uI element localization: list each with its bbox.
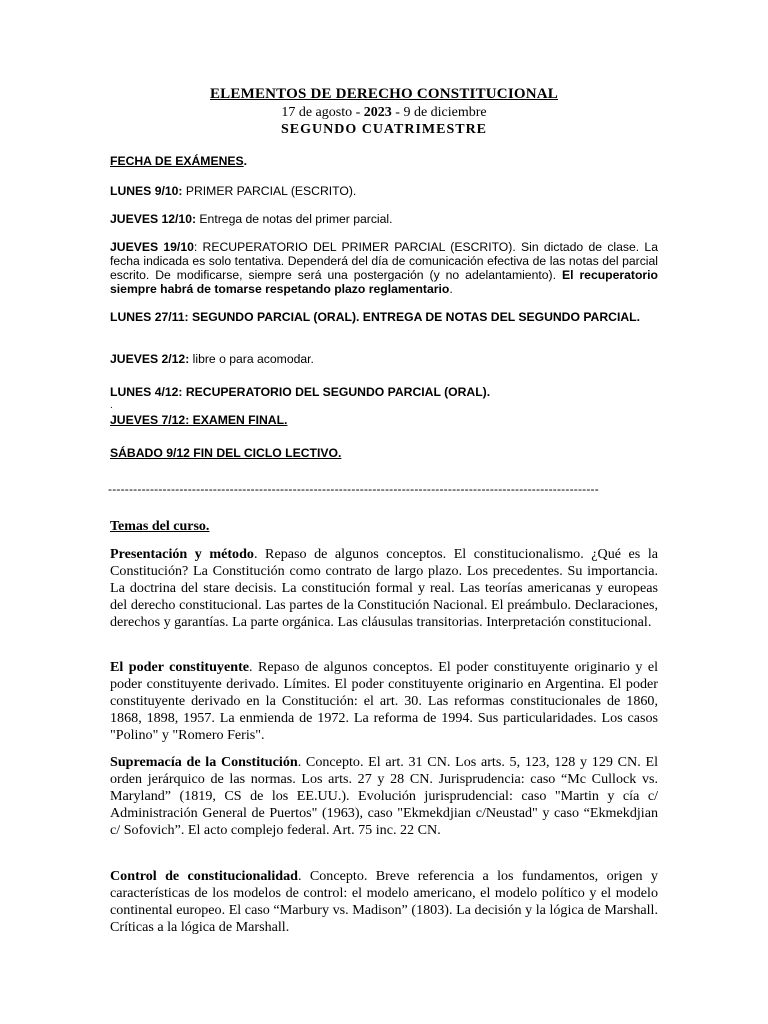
exam-note: El recuperatorio siempre habrá de tomarse respetando plazo reglamentario <box>110 268 659 296</box>
topic-paragraph <box>110 546 658 631</box>
exam-item <box>110 184 658 198</box>
dates-end: - 9 de diciembre <box>391 105 487 120</box>
exam-text: Entrega de notas del primer parcial. <box>196 212 393 226</box>
exam-item: SÁBADO 9/12 FIN DEL CICLO LECTIVO. <box>110 446 342 460</box>
exam-date: JUEVES 2/12: <box>110 352 190 366</box>
topic-body: . Repaso de algunos conceptos. El poder constituyente originario y el poder constituyente derivado. Límites. El poder constituyente originario en Argentina. El poder constituyente derivado en la Constitución: el art. 30. Las reformas constitucionales de 1860, 1868, 1898, 1957. La enmienda de 1972. La reforma de 1994. Sus particularidades. Los casos "Polino" y "Romero Feris". <box>110 659 658 743</box>
section-divider: --------------------------------------------------------------------------------------------------------------------- <box>108 482 599 496</box>
exam-text: PRIMER PARCIAL (ESCRITO). <box>182 184 357 198</box>
topic-title: Presentación y método <box>110 546 254 562</box>
exam-item <box>110 212 658 226</box>
course-dates <box>0 105 768 121</box>
topic-body: . Concepto. Breve referencia a los fundamentos, origen y características de los modelos de control: el modelo americano, el modelo político y el modelo continental europeo. El caso “Marbury vs. Madison” (1803). La decisión y la lógica de Marshall. Críticas a la lógica de Marshall. <box>110 868 658 935</box>
topic-paragraph <box>110 754 658 839</box>
exam-item: LUNES 4/12: RECUPERATORIO DEL SEGUNDO PARCIAL (ORAL). <box>110 385 491 399</box>
dates-year: 2023 <box>363 105 392 120</box>
exam-item <box>110 352 658 366</box>
topic-body: . Repaso de algunos conceptos. El constitucionalismo. ¿Qué es la Constitución? La Constitución como contrato de largo plazo. Los precedentes. Su importancia. La doctrina del stare decisis. La constitución formal y real. Las teorías americanas y europeas del derecho constitucional. Las partes de la Constitución Nacional. El preámbulo. Declaraciones, derechos y garantías. La parte orgánica. Las cláusulas transitorias. Interpretación constitucional. <box>110 546 658 630</box>
topic-title: Control de constitucionalidad <box>110 868 298 884</box>
topic-paragraph <box>110 868 658 936</box>
semester-label: SEGUNDO CUATRIMESTRE <box>280 122 488 137</box>
topic-paragraph <box>110 659 658 744</box>
exam-date: JUEVES 19/10 <box>110 240 194 254</box>
document-title: ELEMENTOS DE DERECHO CONSTITUCIONAL <box>209 86 559 102</box>
topics-heading: Temas del curso. <box>110 519 210 534</box>
exam-item: JUEVES 19/10: RECUPERATORIO DEL PRIMER PARCIAL (ESCRITO). Sin dictado de clase. La fecha indicada es solo tentativa. Dependerá del día de comunicación efectiva de las notas del parcial escrito. De modificarse, siempre será una postergación (y no adelantamiento). El recuperatorio siempre habrá de tomarse respetando plazo reglamentario. <box>110 240 659 296</box>
exam-text: libre o para acomodar. <box>189 352 314 366</box>
topic-title: Supremacía de la Constitución <box>110 754 298 770</box>
exam-item: LUNES 27/11: SEGUNDO PARCIAL (ORAL). ENTREGA DE NOTAS DEL SEGUNDO PARCIAL. <box>110 310 640 324</box>
exam-date: JUEVES 12/10: <box>110 212 197 226</box>
dates-start: 17 de agosto - <box>281 105 364 120</box>
exam-text: : RECUPERATORIO DEL PRIMER PARCIAL (ESCRITO). Sin dictado de clase. La fecha indicada es solo tentativa. Dependerá del día de comunicación efectiva de las notas del parcial escrito. De modificarse, siempre será una postergación (y no adelantamiento). <box>110 240 658 282</box>
topic-body: . Concepto. El art. 31 CN. Los arts. 5, 123, 128 y 129 CN. El orden jerárquico de las normas. Los arts. 27 y 28 CN. Jurisprudencia: caso “Mc Cullock vs. Maryland” (1819, CS de los EE.UU.). Evolución jurisprudencial: caso "Martin y cía c/ Administración General de Puertos" (1963), caso "Ekmekdjian c/Neustad" y caso “Ekmekdjian c/ Sofovich”. El acto complejo federal. Art. 75 inc. 22 CN. <box>110 754 658 838</box>
exam-item: JUEVES 7/12: EXAMEN FINAL. <box>110 413 288 427</box>
stray-dot: . <box>110 400 113 411</box>
topic-title: El poder constituyente <box>110 659 250 675</box>
exams-heading: FECHA DE EXÁMENES. <box>110 154 248 168</box>
exam-date: LUNES 9/10: <box>110 184 183 198</box>
